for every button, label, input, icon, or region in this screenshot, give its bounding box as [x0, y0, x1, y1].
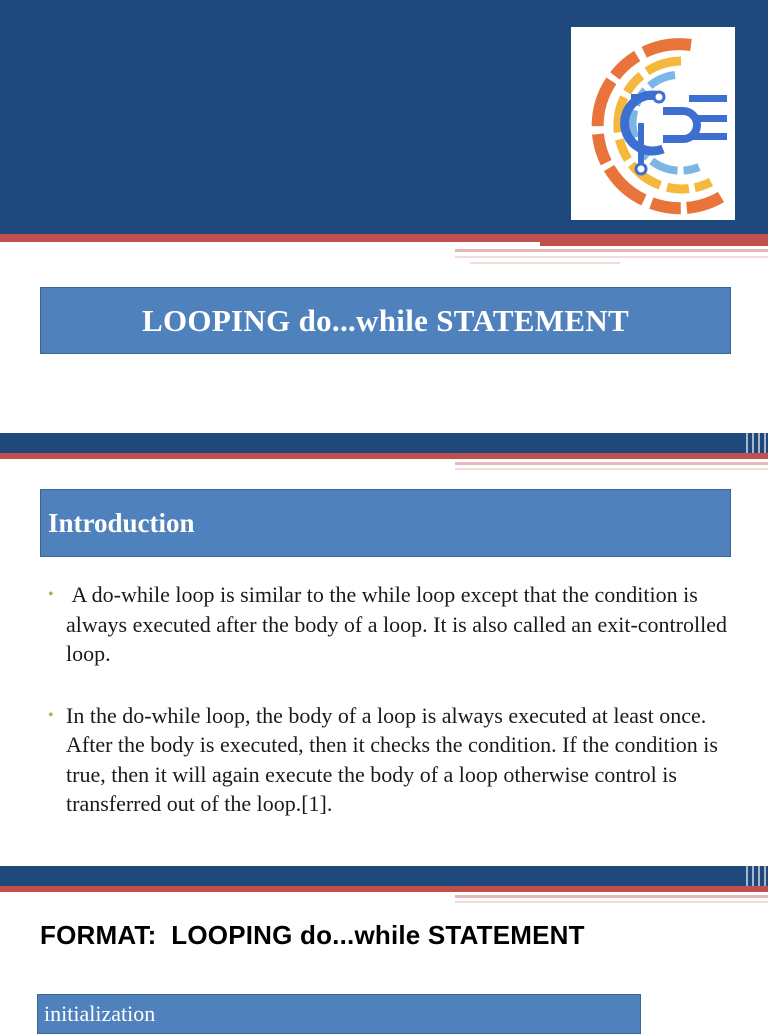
list-item [46, 580, 736, 669]
slide-2-heading: Introduction [48, 507, 195, 538]
bullet-text: In the do-while loop, the body of a loop is always executed at least once. After the body is executed, then it checks the condition. If the condition is true, then it will again execute the body of a loop otherwise control is transferred out of the loop.[1]. [66, 702, 718, 816]
header-red-tab [540, 242, 768, 246]
header-red-stripe [0, 234, 768, 242]
slide-2-heading-box [40, 489, 731, 557]
bullet-text: A do-while loop is similar to the while loop except that the condition is always executed after the body of a loop. It is also called an exit-controlled loop. [66, 582, 733, 666]
header-pink-line-3 [470, 262, 620, 264]
slide-3-title: FORMAT: LOOPING do...while STATEMENT [40, 920, 585, 950]
cpe-logo [571, 27, 735, 220]
header-pink-line-2 [455, 256, 768, 258]
slide-2-pink-line [455, 462, 768, 465]
slide-3-pink-line-2 [455, 901, 768, 903]
slide-3-pink-line [455, 895, 768, 898]
slide-3-top-band [0, 866, 768, 886]
initialization-label: initialization [44, 1001, 156, 1026]
cpe-logo-icon [571, 27, 735, 220]
slide-2-top-band [0, 433, 768, 453]
list-item [46, 701, 736, 819]
slide-3-red-stripe [0, 886, 768, 892]
cpe-logo-text: CPE [571, 27, 573, 28]
slide-1-title: LOOPING do...while STATEMENT [142, 302, 629, 338]
slide-2-red-stripe [0, 453, 768, 459]
intro-bullet-list [46, 580, 736, 819]
bullet-dot-icon: • [48, 706, 54, 724]
initialization-box [37, 994, 641, 1034]
slide-1-title-box [40, 287, 731, 354]
bullet-dot-icon: • [48, 586, 54, 603]
header-pink-line [455, 249, 768, 252]
slide-2-pink-line-2 [455, 468, 768, 470]
